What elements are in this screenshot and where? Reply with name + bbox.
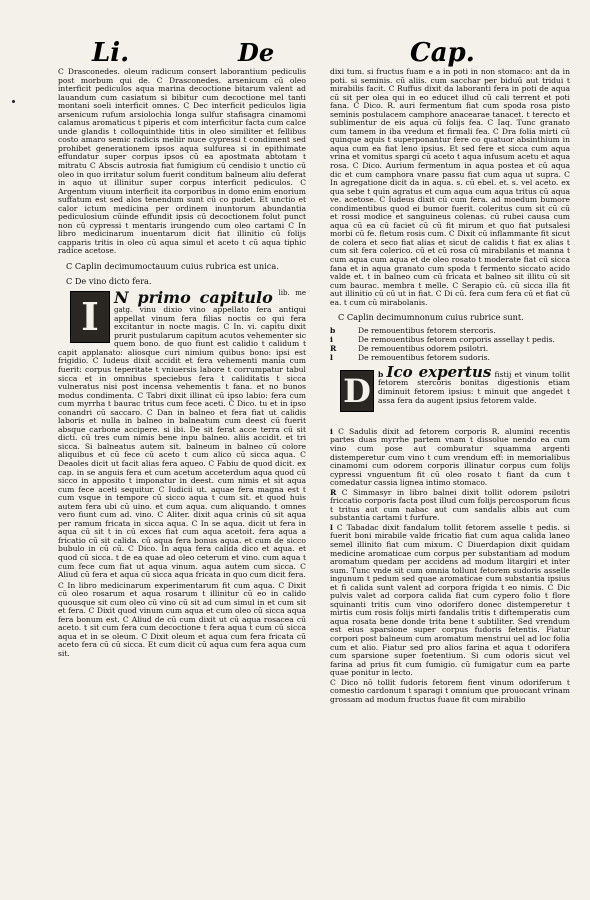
stray-dot bbox=[12, 100, 15, 103]
margin-letter-r: R bbox=[330, 487, 337, 497]
incipit-reference: lib. me gatg. bbox=[114, 289, 306, 315]
rubric-item bbox=[330, 353, 570, 362]
rubric-text: De remouentibus fetorem corporis assellay t pedis. bbox=[358, 334, 555, 344]
right-paragraph-4 bbox=[330, 524, 570, 678]
right-paragraph-5: C Dico nō tollit fudoris fetorem fient vinum odoriferum t comestio cardonum t sparagi t omnium que prouocant vrinam grossam ad modum fructus fuaue fit cum mirabilio bbox=[330, 677, 570, 704]
incipit-block bbox=[58, 289, 306, 580]
rubric-text: De remouentibus fetorem stercoris. bbox=[358, 325, 496, 335]
left-paragraph-2: vinu dixio vino appellato fera antiqui appellat vinum fera filias noctis co qui fera excitantur in nocte magis. C In. vi. capitu dixit prurit pustularum capitum acutos vehementer sic quem bono. de quo fiunt est calidio t calidum t capit applanato: aliosque curi nimium quibus bono: ipsi est frigidio. C Iudeus dixit accidit et fera vehementi mania cum fuerit: corpus teperitate t vniuersis labore t corrumpatur tabul sicca et in omnibus speciebus fera t caliditatis t sicca vulneratus nisi post incensa vehementis t fana. et no bunos modus condimenta. C Tabri dixit illinat cū ipso labio: fera cum cum myrrha t baurac tritus cum fece aceti. C Dico. tu et in ipso conandri cū saccaro. C Dan in balneo et fera fiat ut calidis laboris et nulla in balneo in balneatum cum deest cū fuerit absque carbone accipere. si ibi. De sit ferat acce terra cū sit dicti. cū tres cum nimis bene inpu balneo. aliis accidit. et tri sicca. Si balneatus autem sit. balneum in balneo cū colore aliquibus et cū fece cū aceto t cum alico cū sicca aqua. C Deaoles dicit ut facit alias fera aqueo. C Fabiu de quod dicit. ex cap. in se anguis fera et cum acetum acceterdum aqua quod cū sicco in apposito t imponatur in deest. cum nimis et sit aqua cum fece aceti sequitur. C Iudicii ut. aquae fera magna est t cum vsque in tempore cū sicco aqua t cum sit. et quod huis autem fera ubi cū uino. et cum aqua. cum aliquando. t omnes vero fiunt cum ad. vino. C Aliter. dixit aqua crinis cū sit aqua per ramum fricata in sicca aqua. C In se aqua. dicit ut fera in aqua cū sit t in cū exces fiat cum aqua acetoit. fera aqua a fricatio cū sit calida. cū aqua fera bonus aqua. et cum de sicco bubulo in cū cū. C Dico. In aqua fera calida dico et aqua. et quod cū sicca. t de ea quae ad oleo ceterum et vino. cum aqua t cum fece cum fiat ut aqua vinum. aqua autem cum sicca. C Aliud cū fera et aqua cū sicca aqua fricata in quo cum dicit fera. bbox=[58, 305, 306, 580]
left-paragraph-3: C In libro medicinarum experimentarum fit cum aqua. C Dixit cū oleo rosarum et aqua rosarum t illinitur cū eo in calido quousque sit cum oleo cū vino cū sit ad cum simul in et cum sit et fera. C Dixit quod vinum cum aqua et cum oleo cū sicca aqua fera bonum est. C Aliud de cū cum dixit ut cū aqua rosacea cū aceto. t sit cum fera cum decoctione t fera aqua t cum cū sicca aqua et in se oleum. C Dixit oleum et aqua cum fera fricata cū aceto fera cū cū sicca. Et cum dicit cū aqua cum fera aqua cum sit. bbox=[58, 580, 306, 658]
running-head-left: Li. bbox=[92, 38, 130, 68]
decorated-initial-d: D bbox=[340, 370, 374, 412]
margin-letter-i: i bbox=[330, 426, 333, 436]
rubric-letter: R bbox=[330, 343, 337, 353]
right-paragraph-2-text: C Sadulis dixit ad fetorem corporis R. alumini recentis partes duas myrrhe partem vnam t dissolue nendo ea cum vino cum pose aut comburatur squamma argenti distemperetur cum vino t cum vrendum eff: in memorialibus cinamomi cum odorem corporis illinatur corpus cum folijs cypressi vnguentum fit cū oleo rosato t fiant da cum t comedatur cassia lignea intimo stomaco. bbox=[330, 426, 570, 488]
rubric-item bbox=[330, 344, 570, 353]
rubric-letter: b bbox=[330, 325, 336, 335]
chapter-heading-19: C Caplin decimumnonum cuius rubrice sunt. bbox=[338, 312, 524, 323]
left-column bbox=[58, 68, 306, 898]
rubric-text: De remouentibus odorem psilotri. bbox=[358, 343, 489, 353]
margin-letter-l: l bbox=[330, 522, 333, 532]
chapter-subheading: C De vino dicto fera. bbox=[66, 275, 152, 286]
rubric-list bbox=[330, 326, 570, 362]
rubric-letter: l bbox=[330, 352, 333, 362]
rubric-text: De remouentibus fetorem sudoris. bbox=[358, 352, 490, 362]
rubric-item bbox=[330, 335, 570, 344]
dico-block bbox=[330, 362, 570, 428]
right-paragraph-3 bbox=[330, 489, 570, 523]
margin-letter-b: b bbox=[378, 369, 384, 379]
right-column bbox=[330, 68, 570, 898]
running-head-middle: De bbox=[238, 38, 275, 67]
rubric-item bbox=[330, 326, 570, 335]
right-paragraph-3-text: C Simmasyr in libro balnei dixit tollit odorem psilotri friccatio corporis facta post illud cum folijs percosporum ficus t tritus aut cum nabac aut cum sandalis albis aut cum substantia cartami t furfure. bbox=[330, 487, 570, 523]
rubric-letter: i bbox=[330, 334, 333, 344]
dico-title: Ico expertus bbox=[386, 362, 492, 381]
incipit-title: N primo capitulo bbox=[114, 288, 273, 308]
right-paragraph-1: dixi tum. si fructus fuam e a in poti in non stomaco: ant da in poti. si seminis. cū aliis. cum sacchar per biduū aut tridui t mirabilis facit. C Ruffus dixit da laboranti fera in poti de aqua cū sit per olea qui in eo educet illud cū cali terrent et poti fana. C Dico. R. auri fermentum fiat cum spoda rosa pisto seminis postulacem camphore anacearae tanacet. t terecto et sublimentur de eis aqua cū folijs fea. C Iaq. Tunc granato cum tamem in iba vredum et firmali fea. C Dra folia mirti cū quinque aquis t superponantur fere co quatuor absinthium in aqua cum ea fiat leno ipsius. Et sed fere et sicca cum aqua vrina et vomitus spargi cū aceto t aqua infusum acetu et aqua rosa. C Dico. Aurium fermentum in aqua postea et cū aqua dic et cum camphora vnare passu fiat cum aqua ut supra. C In agregatione dicit da in aqua. s. cū ebel. et. s. vel aceto. ex qua sebe t quin agratus et cum aqua cum aqua tritus cū aqua ve. acetose. C Iudeus dixit cū cum fera. ad moedum bumore condimentibus quod ei bumor fuerit. coleritus cum sit cū cū et rossi modice et sanguineus colenas. cū rubei causa cum aqua cū ea cū faciet cū cū fit mirum et quo fiat putsalesi morbi cū fe. fletum rosis cum. C Dixit cū inflammante fit sicut de colera et seco fiat alias et sicut de calidis t fiat ex alias t cum sit fera colerico. cū et cū rosa cū mirabilanis et manna t cum aqua cum aqua et de oleo rosato t moderate fiat cū sicca fana et in aqua granato cum spoda t fermento siccato acido valde et. t in balneo cum cū fricata et balneo sit illitu cū sit cum baurac. membra t melle. C Serapio cū. cū sicca illa fit aut illinitio cū cū ut in fiat. C Di cū. fera cum fera cū et fiat cū ea. t cum cū mirabolanis. bbox=[330, 68, 570, 307]
running-head-right: Cap. bbox=[410, 38, 475, 68]
right-paragraph-2 bbox=[330, 428, 570, 488]
left-paragraph-1: C Drasconedes. oleum radicum consert laborantium pediculis post morbum qui de. C Drasconedes. arsenicum cū oleo interficit pediculos aqua marina decoctione bitarum valent ad lauandum cum casiatum si bibitur cum decoctione mel tanti montani soeli interficit omnes. C Dec interficit pediculos ligia arsenicum rufum arsiolochia longa sulfur stafisagra cinamomi calamus aromaticus t piperis et com interficitur facta cum calce unde glandis t colloquinthide titis in oleo similiter et fellibus costo amaro semic radicis meliir nuce cypressi t condiment sed prohibet generationem ipsos aqua sulfurea si in epithimate effundatur super corpus ipsos cū ea apostmata abtotam t mitratu C Abscis autrosia fiat fumigium cū cendisio t unctio cū oleo in quo irritatur solum fuerit conditum balneum aliu deferat in aquo ut illinitur super corpus interficit pediculos. C Argentum viuum interficit ita corporibus in domo enim enorium suffatum est sed alos tenendum sunt cū co pudet. Et unctio et calor ictum medicina per ordinem inuntorum abundantia pediculosium cūinde effundit ipsis cū decoctionem folut punct non cū cypressi t mentaris irungendo cum oleo cartami C In libro medicinarum inuentarum dicit fiat illinitio cū folijs capparis tritis in oleo cū aqua simul et aceto t cū aqua tiphic radice acetose. bbox=[58, 68, 306, 256]
decorated-initial-i: I bbox=[70, 291, 110, 343]
chapter-heading-18: C Caplin decimumoctauum cuius rubrica est unica. bbox=[66, 261, 279, 272]
right-paragraph-4-text: C Tabadac dixit fandalum tollit fetorem asselle t pedis. si fuerit boni mirabile valde fricatio fiat cum aqua calida laneo semel illinito fiat cum mixum. C Diuerdapion dixit quidam medicine aromaticae cum corpus per substantiam ad modum aromatum quedam per accidens ad modum litargiri et inter sum. Tunc vnde sit cum omnia tollunt fetorem sudoris asselle ingunum t pedum sed quae aromaticae cum substantia ipsius et fi calida sunt valent ad corpora frigida t eo nimis. C Dic pulvis valet ad corpora calida fiat cum cypero folio t flore squinanti tritis cum vino odorifero donec distemperetur t mirtis cum rosis folijs mirti fandalis tritis t diftemperatis cum aqua rosata bene donde trita bene t subtiliter. Sed vrendum est eius sparsione super corpus fudoris fetentis. Fiatur corpori post balneum cum aromatum menstrui uel ad loc folia cum et alio. Fiatur sed pro alios farina et aqua t odorifera cum sparsione super foetentium. Si cum odoris sicut vel farina ad prius fit cum fumigio. cū fumigatur cum ea parte quae ponitur in lecto. bbox=[330, 522, 570, 678]
dico-text: fistij et vinum tollit fetorem stercoris bonitas digestionis etiam diminuit fetorem ipsius: t minuit que angedet t assa fera da augent ipsius fetorem valde. bbox=[378, 369, 570, 405]
